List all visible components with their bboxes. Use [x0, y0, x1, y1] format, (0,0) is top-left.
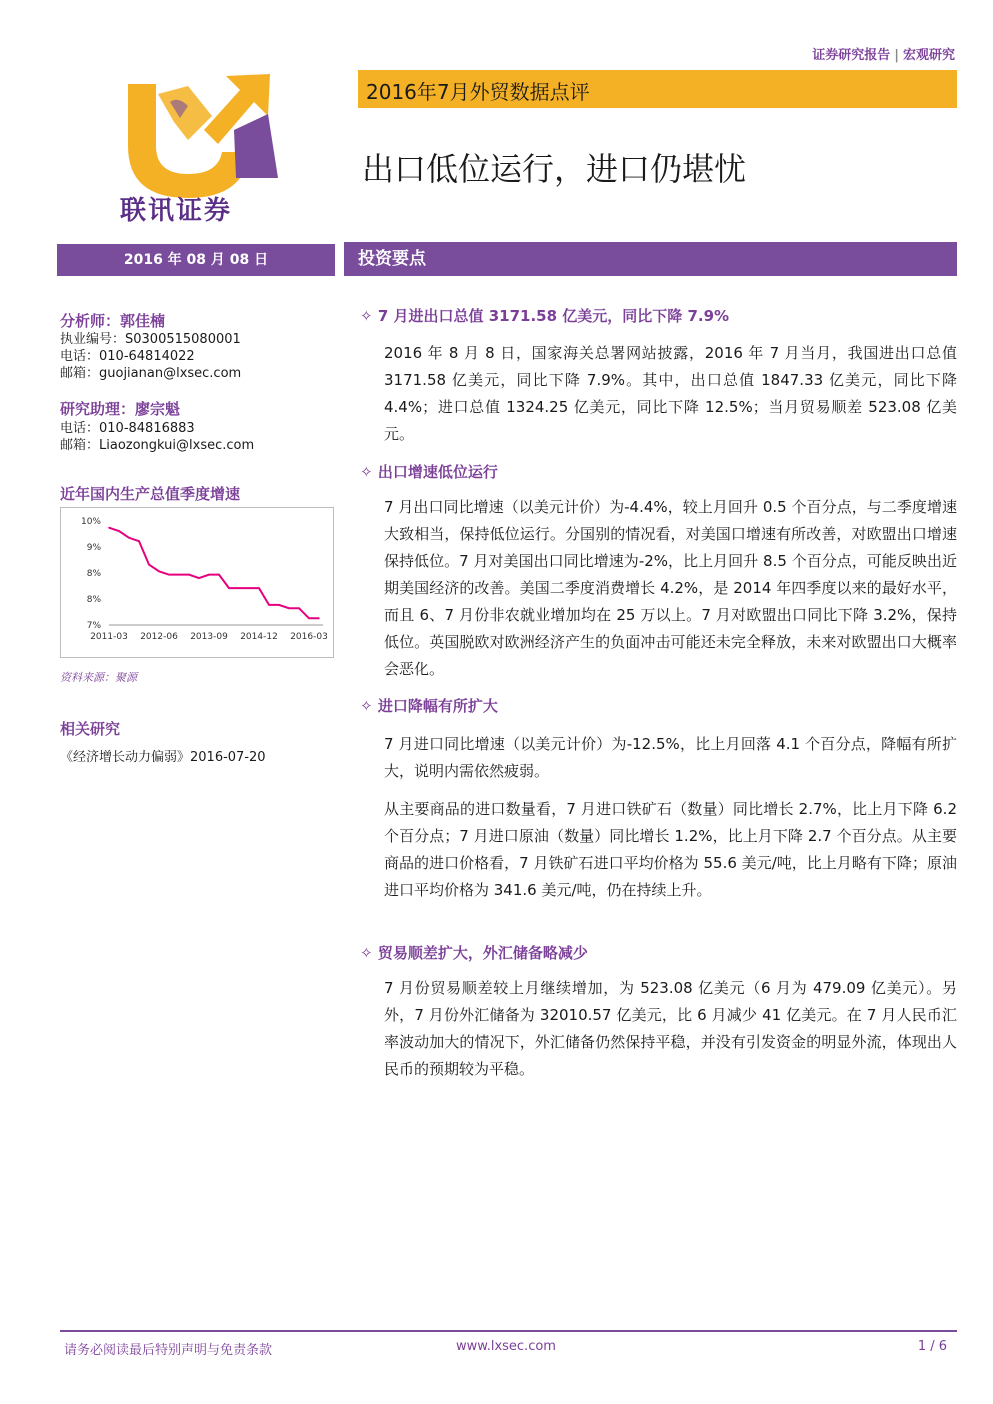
section-heading-surplus	[360, 942, 588, 963]
report-title: 2016年7月外贸数据点评	[366, 80, 590, 104]
report-category	[812, 44, 955, 63]
report-subcategory-label: 宏观研究	[902, 48, 955, 63]
section-heading-import	[360, 695, 498, 716]
data-point	[268, 604, 270, 606]
chart-title: 近年国内生产总值季度增速	[60, 485, 241, 503]
report-date: 2016 年 08 月 08 日	[57, 244, 335, 276]
bullet-icon: ✧	[360, 944, 373, 962]
header-separator: |	[894, 48, 899, 63]
assistant-phone: 电话：010-84816883	[60, 421, 195, 436]
y-tick-label: 7%	[86, 621, 101, 631]
data-point	[168, 574, 170, 576]
paragraph-import-2: 从主要商品的进口数量看，7 月进口铁矿石（数量）同比增长 2.7%，比上月下降 6.2 个百分点；7 月进口原油（数量）同比增长 1.2%，比上月下降 2.7 个百分点。从主要商品的进口价格看，7 月铁矿石进口平均价格为 55.6 美元/吨，比上月略有下降；原油进口平均价格为 341.6 美元/吨，仍在持续上升。	[384, 800, 957, 899]
bullet-icon: ✧	[360, 307, 373, 325]
x-tick-label: 2012-06	[140, 632, 178, 642]
related-research-heading: 相关研究	[60, 720, 121, 738]
footer-divider	[60, 1330, 957, 1332]
x-tick-label: 2011-03	[90, 632, 128, 642]
data-point	[188, 574, 190, 576]
gdp-chart	[60, 507, 334, 658]
data-point	[248, 587, 250, 589]
paragraph-export: 7 月出口同比增速（以美元计价）为-4.4%，较上月回升 0.5 个百分点，与二季度增速大致相当，保持低位运行。分国别的情况看，对美国口增速有所改善，对欧盟出口增速保持低位。7 月对美国出口同比增速为-2%，比上月回升 8.5 个百分点，可能反映出近期美国经济的改善。美国二季度消费增长 4.2%，是 2014 年四季度以来的最好水平，而且 6、7 月份非农就业增加均在 25 万以上。7 月对欧盟出口同比下降 3.2%，保持低位。英国脱欧对欧洲经济产生的负面冲击可能还未完全释放，未来对欧盟出口大概率会恶化。	[384, 498, 957, 678]
data-point	[318, 617, 320, 619]
data-point	[148, 564, 150, 566]
y-tick-label: 9%	[86, 543, 101, 553]
data-point	[178, 574, 180, 576]
bullet-icon: ✧	[360, 463, 373, 481]
footer-page-number: 1 / 6	[917, 1339, 947, 1354]
data-point	[118, 530, 120, 532]
related-research-item: 《经济增长动力偏弱》2016-07-20	[60, 750, 266, 765]
data-point	[278, 604, 280, 606]
x-tick-label: 2014-12	[240, 632, 278, 642]
analyst-email: 邮箱：guojianan@lxsec.com	[60, 366, 242, 381]
gdp-chart-svg	[61, 508, 333, 657]
data-point	[288, 607, 290, 609]
section-heading-trade-total	[360, 305, 729, 326]
data-point	[208, 574, 210, 576]
paragraph-surplus: 7 月份贸易顺差较上月继续增加，为 523.08 亿美元（6 月为 479.09 亿美元）。另外，7 月份外汇储备为 32010.57 亿美元，比 6 月减少 41 亿美元。在 7 月人民币汇率波动加大的情况下，外汇储备仍然保持平稳，并没有引发资金的明显外流，体现出人民币的预期较为平稳。	[384, 979, 957, 1078]
paragraph-import-1: 7 月进口同比增速（以美元计价）为-12.5%，比上月回落 4.1 个百分点，降幅有所扩大，说明内需依然疲弱。	[384, 735, 957, 780]
section-heading-text: 贸易顺差扩大，外汇储备略减少	[377, 944, 588, 962]
y-tick-label: 8%	[86, 595, 101, 605]
data-point	[158, 571, 160, 573]
data-point	[108, 527, 110, 529]
report-subtitle: 出口低位运行，进口仍堪忧	[362, 150, 747, 188]
section-title: 投资要点	[344, 242, 957, 276]
section-heading-text: 进口降幅有所扩大	[377, 697, 498, 715]
analyst-heading: 分析师：郭佳楠	[60, 312, 166, 330]
data-point	[298, 607, 300, 609]
data-point	[258, 587, 260, 589]
y-tick-label: 8%	[86, 569, 101, 579]
section-heading-export	[360, 461, 498, 482]
chart-source: 资料来源：聚源	[60, 671, 137, 684]
x-tick-label: 2013-09	[190, 632, 228, 642]
data-point	[238, 587, 240, 589]
assistant-heading: 研究助理：廖宗魁	[60, 400, 181, 418]
section-heading-text: 出口增速低位运行	[377, 463, 498, 481]
assistant-email: 邮箱：Liaozongkui@lxsec.com	[60, 438, 255, 453]
data-point	[228, 587, 230, 589]
data-point	[218, 574, 220, 576]
gdp-growth-line	[109, 528, 319, 619]
y-tick-label: 10%	[80, 517, 101, 527]
report-category-label: 证券研究报告	[812, 48, 891, 63]
report-title-bar	[358, 70, 957, 108]
footer-disclaimer[interactable]: 请务必阅读最后特别声明与免责条款	[64, 1343, 273, 1358]
bullet-icon: ✧	[360, 697, 373, 715]
data-point	[138, 540, 140, 542]
data-point	[308, 617, 310, 619]
data-point	[128, 537, 130, 539]
x-tick-label: 2016-03	[290, 632, 328, 642]
data-point	[198, 577, 200, 579]
paragraph-trade-total: 2016 年 8 月 8 日，国家海关总署网站披露，2016 年 7 月当月，我国进出口总值 3171.58 亿美元，同比下降 7.9%。其中，出口总值 1847.33 亿美元，同比下降 4.4%；进口总值 1324.25 亿美元，同比下降 12.5%；当月贸易顺差 523.08 亿美元。	[384, 344, 957, 443]
company-name: 联讯证券	[120, 196, 233, 226]
analyst-license: 执业编号：S0300515080001	[60, 332, 241, 347]
section-heading-text: 7 月进出口总值 3171.58 亿美元，同比下降 7.9%	[377, 307, 730, 325]
footer-website-link[interactable]: www.lxsec.com	[456, 1339, 556, 1354]
analyst-phone: 电话：010-64814022	[60, 349, 195, 364]
